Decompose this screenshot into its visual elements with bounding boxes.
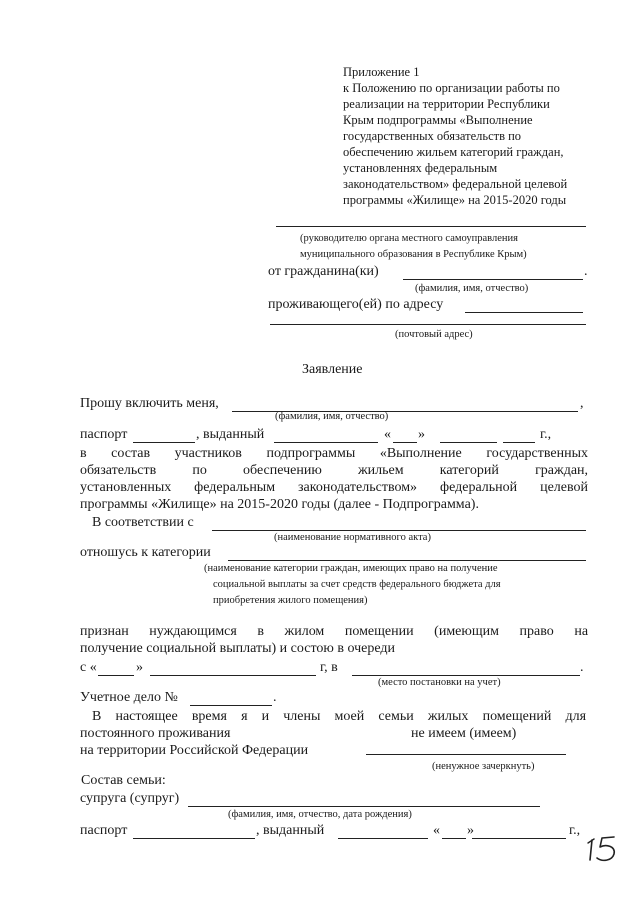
spouse-passport-series-line[interactable]	[133, 838, 255, 839]
from-fio-line[interactable]	[403, 279, 583, 280]
request-label: Прошу включить меня,	[80, 396, 219, 411]
passport-day-line[interactable]	[393, 442, 417, 443]
para1-line-1: в состав участников подпрограммы «Выполнение государственных	[80, 446, 589, 461]
from-label: от гражданина(ки)	[268, 264, 379, 279]
category-label: отношусь к категории	[80, 545, 211, 560]
family-label: Состав семьи:	[81, 773, 166, 788]
present-line-1: В настоящее время я и члены моей семьи жилых помещений для	[92, 709, 587, 724]
passport-label: паспорт	[80, 427, 128, 442]
spouse-issued-label: , выданный	[256, 823, 325, 838]
case-number-line[interactable]	[190, 705, 272, 706]
recognized-line-1: признан нуждающимся в жилом помещении (имеющим право на	[80, 624, 589, 639]
addressee-hint-2: муниципального образования в Республике Крым)	[300, 249, 527, 260]
appendix-line-2: к Положению по организации работы по	[343, 81, 560, 95]
category-hint-2: социальной выплаты за счет средств федерального бюджета для	[213, 579, 501, 590]
issued-label: , выданный	[196, 427, 265, 442]
accordance-label: В соответствии с	[92, 515, 194, 530]
strike-line[interactable]	[366, 754, 566, 755]
spouse-fio-line[interactable]	[188, 806, 540, 807]
appendix-line-3: реализации на территории Республики	[343, 97, 550, 111]
appendix-line-9: программы «Жилище» на 2015-2020 годы	[343, 193, 567, 207]
para1-line-4: программы «Жилище» на 2015-2020 годы (далее - Подпрограмма).	[80, 497, 479, 512]
passport-year-line[interactable]	[503, 442, 535, 443]
spouse-year-abbr: г.,	[569, 823, 581, 838]
passport-year-abbr: г.,	[540, 427, 552, 442]
appendix-line-1: Приложение 1	[343, 65, 420, 79]
category-hint-1: (наименование категории граждан, имеющих право на получение	[204, 563, 498, 574]
date-quote-open: «	[384, 427, 391, 442]
address-line-1[interactable]	[465, 312, 583, 313]
from-period: .	[584, 264, 588, 279]
handwritten-page-mark-icon	[586, 834, 624, 864]
queue-month-year-line[interactable]	[150, 675, 316, 676]
residing-label: проживающего(ей) по адресу	[268, 297, 444, 312]
queue-place-line[interactable]	[352, 675, 580, 676]
addressee-hint-1: (руководителю органа местного самоуправления	[300, 233, 518, 244]
para1-line-3: установленных федеральным законодательством» федеральной целевой	[80, 480, 588, 495]
case-label: Учетное дело №	[80, 690, 178, 705]
passport-series-line[interactable]	[133, 442, 195, 443]
from-fio-hint: (фамилия, имя, отчество)	[415, 283, 529, 294]
queue-day-line[interactable]	[98, 675, 134, 676]
since-period: .	[580, 660, 584, 675]
appendix-line-7: установленнях федеральным	[343, 161, 498, 175]
since-label: с «	[80, 660, 97, 675]
spouse-quote-close: »	[467, 823, 474, 838]
since-year-abbr: г, в	[320, 660, 338, 675]
passport-issuer-line[interactable]	[274, 442, 378, 443]
spouse-passport-date-line[interactable]	[472, 838, 566, 839]
spouse-passport-day-line[interactable]	[442, 838, 466, 839]
appendix-line-6: обеспечению жильем категорий граждан,	[343, 145, 564, 159]
queue-place-hint: (место постановки на учет)	[378, 677, 501, 688]
passport-month-line[interactable]	[440, 442, 497, 443]
territory-label: на территории Российской Федерации	[80, 743, 309, 758]
spouse-passport-issuer-line[interactable]	[338, 838, 428, 839]
address-line-2[interactable]	[270, 324, 586, 325]
spouse-quote-open: «	[433, 823, 440, 838]
addressee-line[interactable]	[276, 226, 586, 227]
appendix-line-5: государственных обязательств по	[343, 129, 522, 143]
recognized-line-2: получение социальной выплаты) и состою в очереди	[80, 641, 395, 656]
appendix-line-8: законодательством» федеральной целевой	[343, 177, 568, 191]
category-line[interactable]	[228, 560, 586, 561]
normative-act-line[interactable]	[212, 530, 586, 531]
since-quote-close: »	[136, 660, 143, 675]
appendix-line-4: Крым подпрограммы «Выполнение	[343, 113, 533, 127]
spouse-fio-hint: (фамилия, имя, отчество, дата рождения)	[228, 809, 412, 820]
request-fio-hint: (фамилия, имя, отчество)	[275, 411, 389, 422]
para1-line-2: обязательств по обеспечению жильем категорий граждан,	[80, 463, 589, 478]
category-hint-3: приобретения жилого помещения)	[213, 595, 368, 606]
spouse-label: супруга (супруг)	[80, 791, 180, 806]
spouse-passport-label: паспорт	[80, 823, 128, 838]
strike-hint: (ненужное зачеркнуть)	[432, 761, 535, 772]
permanent-label: постоянного проживания	[80, 726, 231, 741]
address-hint: (почтовый адрес)	[395, 329, 473, 340]
request-comma: ,	[580, 396, 584, 411]
document-title: Заявление	[302, 362, 363, 377]
normative-act-hint: (наименование нормативного акта)	[274, 532, 431, 543]
case-period: .	[273, 690, 277, 705]
date-quote-close: »	[418, 427, 425, 442]
not-have-options: не имеем (имеем)	[411, 726, 517, 741]
